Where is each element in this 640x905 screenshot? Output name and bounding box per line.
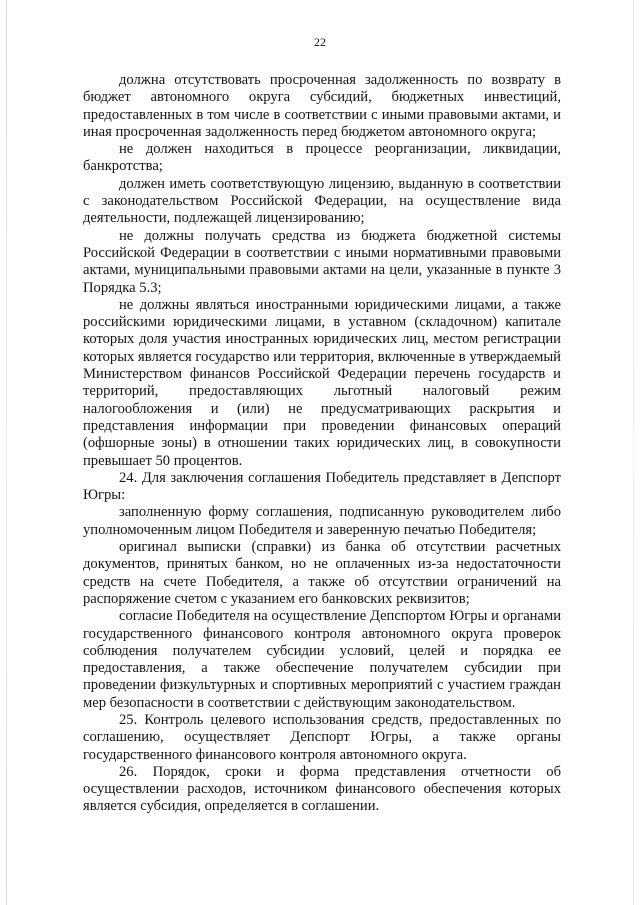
scan-edge-left <box>6 0 7 905</box>
paragraph-no-overdue-debt: должна отсутствовать просроченная задолженность по возврату в бюджет автономного округа субсидий, бюджетных инвестиций, предоставленных в том числе в соответствии с иными правовыми актами, и иная просроченная задолженность перед бюджетом автономного округа; <box>83 72 561 140</box>
page-number: 22 <box>314 35 326 49</box>
paragraph-item-25: 25. Контроль целевого использования средств, предоставленных по соглашению, осуществляет Депспорт Югры, а также органы государственного финансового контроля автономного округа. <box>83 711 561 763</box>
paragraph-agreement-form: заполненную форму соглашения, подписанную руководителем либо уполномоченным лицом Победителя и заверенную печатью Победителя; <box>83 504 561 538</box>
scan-edge-right <box>633 0 634 905</box>
paragraph-no-foreign-entities: не должны являться иностранными юридическими лицами, а также российскими юридическими лицами, в уставном (складочном) капитале которых доля участия иностранных юридических лиц, местом регистрации которых является государство или территория, включенные в утверждаемый Министерством финансов Российской Федерации перечень государств и территорий, предоставляющих льготный налоговый режим налогообложения и (или) не предусматривающих раскрытия и представления информации при проведении финансовых операций (офшорные зоны) в отношении таких юридических лиц, в совокупности превышает 50 процентов. <box>83 296 561 469</box>
paragraph-item-26: 26. Порядок, сроки и форма представления отчетности об осуществлении расходов, источником финансового обеспечения которых является субсидия, определяется в соглашении. <box>83 763 561 815</box>
paragraph-license: должен иметь соответствующую лицензию, выданную в соответствии с законодательством Российской Федерации, на осуществление вида деятельности, подлежащей лицензированию; <box>83 175 561 227</box>
document-body <box>83 72 561 816</box>
paragraph-bank-statement: оригинал выписки (справки) из банка об отсутствии расчетных документов, принятых банком, но не оплаченных из-за недостаточности средств на счете Победителя, а также об отсутствии ограничений на распоряжение счетом с указанием его банковских реквизитов; <box>83 539 561 607</box>
paragraph-no-budget-funds: не должны получать средства из бюджета бюджетной системы Российской Федерации в соответствии с иными нормативными правовыми актами, муниципальными правовыми актами на цели, указанные в пункте 3 Порядка 5.3; <box>83 227 561 296</box>
paragraph-item-24: 24. Для заключения соглашения Победитель представляет в Депспорт Югры: <box>83 469 561 504</box>
paragraph-no-reorganization: не должен находиться в процессе реорганизации, ликвидации, банкротства; <box>83 141 561 175</box>
paragraph-consent: согласие Победителя на осуществление Депспортом Югры и органами государственного финансового контроля автономного округа проверок соблюдения получателем субсидии условий, целей и порядка ее предоставления, а также обеспечение получателем субсидии при проведении физкультурных и спортивных мероприятий с участием граждан мер безопасности в соответствии с действующим законодательством. <box>83 608 561 711</box>
